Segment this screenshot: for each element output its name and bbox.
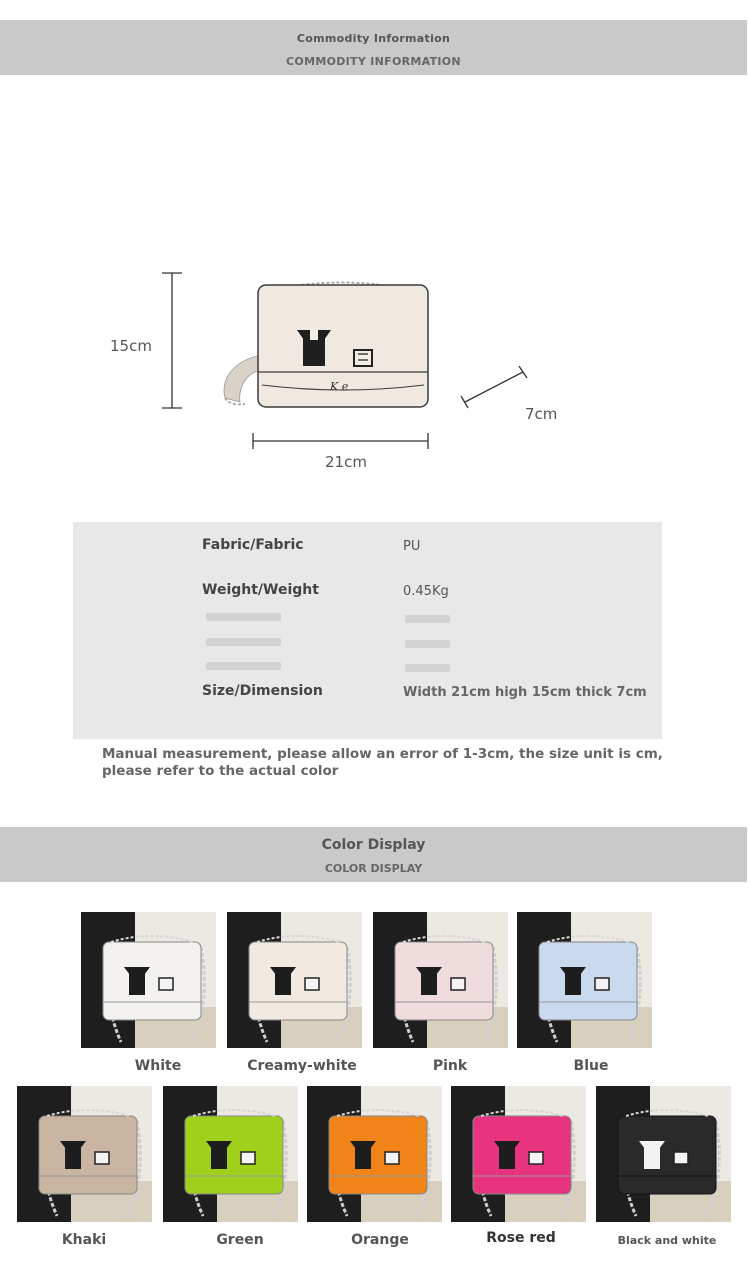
bag-photo — [163, 1086, 298, 1222]
color-label: Green — [216, 1232, 264, 1248]
commodity-info-subtitle: COMMODITY INFORMATION — [286, 55, 461, 68]
bag-photo — [307, 1086, 442, 1222]
color-label: Creamy-white — [247, 1058, 357, 1074]
spec-label-size: Size/Dimension — [202, 683, 323, 699]
color-label: Pink — [432, 1058, 468, 1074]
color-swatch-blue[interactable] — [517, 912, 652, 1048]
color-swatch-white[interactable] — [81, 912, 216, 1048]
color-swatch-rose-red[interactable] — [451, 1086, 586, 1222]
color-display-subtitle: COLOR DISPLAY — [324, 862, 423, 875]
blurred-text — [206, 613, 281, 621]
color-label: Orange — [351, 1232, 409, 1248]
color-label: White — [134, 1058, 182, 1074]
color-display-title: Color Display — [321, 837, 426, 853]
bag-photo — [517, 912, 652, 1048]
commodity-info-title: Commodity Information — [296, 32, 451, 45]
spec-value-weight: 0.45Kg — [403, 584, 449, 599]
measurement-note: Manual measurement, please allow an error of 1-3cm, the size unit is cm, please refer to the actual color — [102, 746, 663, 779]
color-swatch-orange[interactable] — [307, 1086, 442, 1222]
color-display-banner — [0, 827, 747, 882]
bag-photo — [17, 1086, 152, 1222]
color-swatch-pink[interactable] — [373, 912, 508, 1048]
color-label: Rose red — [486, 1230, 556, 1246]
bag-photo — [596, 1086, 731, 1222]
color-label: Khaki — [61, 1232, 107, 1248]
color-swatch-green[interactable] — [163, 1086, 298, 1222]
blurred-text — [405, 664, 450, 672]
color-label: Blue — [573, 1058, 609, 1074]
blurred-text — [206, 638, 281, 646]
width-dimension-label: 21cm — [325, 453, 367, 471]
color-swatch-creamy-white[interactable] — [227, 912, 362, 1048]
blurred-text — [405, 615, 450, 623]
bag-photo — [81, 912, 216, 1048]
height-dimension-label: 15cm — [110, 337, 152, 355]
spec-label-weight: Weight/Weight — [202, 582, 319, 598]
blurred-text — [405, 640, 450, 648]
color-swatch-black-and-white[interactable] — [596, 1086, 731, 1222]
color-swatch-khaki[interactable] — [17, 1086, 152, 1222]
bag-photo — [227, 912, 362, 1048]
svg-text:K e: K e — [330, 380, 349, 393]
color-label: Black and white — [617, 1234, 717, 1247]
spec-value-size: Width 21cm high 15cm thick 7cm — [403, 685, 647, 700]
depth-dimension-label: 7cm — [525, 405, 558, 423]
spec-value-fabric: PU — [403, 539, 421, 554]
bag-photo — [373, 912, 508, 1048]
bag-dimension-illustration — [0, 0, 750, 500]
bag-photo — [451, 1086, 586, 1222]
spec-table — [73, 522, 662, 739]
blurred-text — [206, 662, 281, 670]
spec-label-fabric: Fabric/Fabric — [202, 537, 304, 553]
